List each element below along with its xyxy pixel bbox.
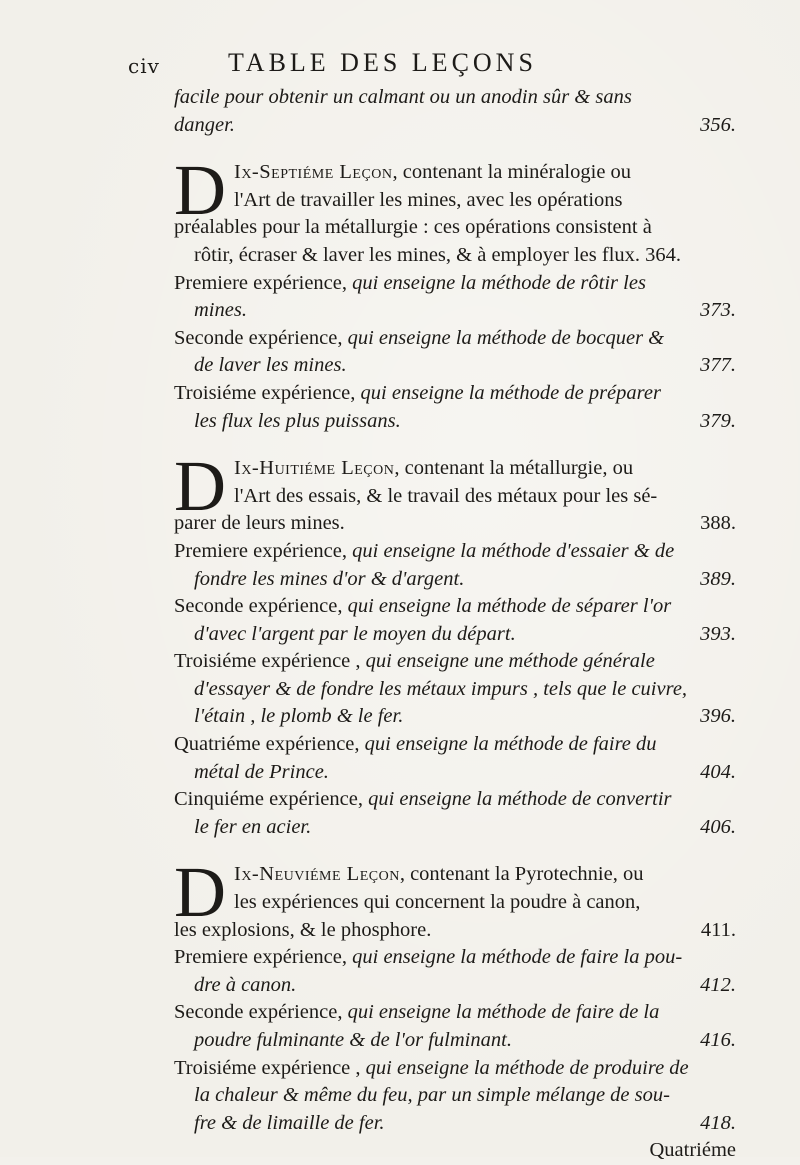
entry-line <box>174 814 756 842</box>
experience-description: les flux les plus puissans. <box>194 409 401 432</box>
catchword-line <box>174 1137 756 1165</box>
entry-line <box>234 861 756 889</box>
lesson-title: Ix-Neuviéme Leçon <box>234 863 400 886</box>
catchword: Quatriéme <box>649 1139 736 1162</box>
experience-entry <box>174 270 756 298</box>
page-number: 396. <box>700 705 736 728</box>
experience-description: poudre fulminante & de l'or fulminant. <box>194 1029 512 1051</box>
folio-number: civ <box>128 54 160 78</box>
spacer <box>174 139 756 159</box>
experience-description: qui enseigne la méthode de faire de la <box>347 1001 660 1024</box>
experience-label: Troisiéme expérience , <box>174 650 366 673</box>
experience-description: qui enseigne la méthode de produire de <box>365 1056 689 1079</box>
entry-line: rôtir, écraser & laver les mines, & à employer les flux. 364. <box>194 243 682 266</box>
lesson-title: Ix-Huitiéme Leçon <box>234 457 395 480</box>
entry-line <box>174 566 756 594</box>
lesson-19 <box>174 852 756 1137</box>
entry-line <box>174 1027 756 1055</box>
experience-label: Premiere expérience, <box>174 946 353 969</box>
experience-description: de laver les mines. <box>194 354 347 377</box>
page-number: 406. <box>700 815 736 838</box>
experience-entry <box>174 648 756 676</box>
experience-label: Premiere expérience, <box>174 271 353 294</box>
experience-description: qui enseigne une méthode générale <box>365 650 655 673</box>
experience-description: qui enseigne la méthode de faire la pou- <box>352 946 683 969</box>
experience-description: d'avec l'argent par le moyen du départ. <box>194 622 516 645</box>
page-number: 416. <box>700 1029 736 1051</box>
experience-description: qui enseigne la méthode d'essaier & de <box>352 539 675 562</box>
page-number: 388. <box>700 512 736 535</box>
experience-label: Premiere expérience, <box>174 539 353 562</box>
page-number: 379. <box>700 409 736 432</box>
experience-label: Seconde expérience, <box>174 1001 348 1024</box>
entry-line <box>174 759 756 787</box>
experience-description: qui enseigne la méthode de séparer l'or <box>347 595 672 618</box>
entry-line <box>234 455 756 483</box>
experience-label: Seconde expérience, <box>174 326 348 349</box>
experience-description: métal de Prince. <box>194 760 329 783</box>
lesson-title: Ix-Septiéme Leçon <box>234 161 393 184</box>
entry-line <box>174 408 756 436</box>
table-of-lessons <box>174 84 756 1165</box>
experience-description: qui enseigne la méthode de rôtir les <box>352 271 646 294</box>
entry-line <box>174 972 756 1000</box>
entry-text: les explosions, & le phosphore. <box>174 918 432 941</box>
entry-text: danger. <box>174 113 235 136</box>
experience-description: fre & de limaille de fer. <box>194 1111 385 1134</box>
lesson-18 <box>174 446 756 841</box>
entry-line: facile pour obtenir un calmant ou un anodin sûr & sans <box>174 86 632 108</box>
page-number: 412. <box>700 973 736 996</box>
entry-line: l'Art de travailler les mines, avec les opérations <box>234 188 623 211</box>
lesson-description: , contenant la minéralogie ou <box>392 161 632 184</box>
experience-description: qui enseigne la méthode de convertir <box>368 788 672 811</box>
entry-line <box>174 703 756 731</box>
experience-description: qui enseigne la méthode de bocquer & <box>347 326 665 349</box>
page-number: 404. <box>700 760 736 783</box>
drop-capital: D <box>174 150 226 231</box>
entry-line: la chaleur & même du feu, par un simple mélange de sou- <box>194 1084 670 1107</box>
entry-line: les expériences qui concernent la poudre à canon, <box>234 891 641 914</box>
experience-entry <box>174 325 756 353</box>
spacer <box>174 435 756 455</box>
page-number: 393. <box>700 622 736 645</box>
experience-label: Quatriéme expérience, <box>174 733 365 756</box>
experience-label: Troisiéme expérience , <box>174 1056 366 1079</box>
experience-description: mines. <box>194 299 247 322</box>
drop-capital: D <box>174 446 226 527</box>
page-number: 411. <box>700 918 736 941</box>
experience-entry <box>174 380 756 408</box>
entry-line <box>174 112 756 140</box>
entry-text: parer de leurs mines. <box>174 512 345 535</box>
running-title: TABLE DES LEÇONS <box>228 48 537 77</box>
entry-line <box>234 159 756 187</box>
experience-description: qui enseigne la méthode de faire du <box>364 733 657 756</box>
experience-entry <box>174 538 756 566</box>
experience-entry <box>174 731 756 759</box>
page-header <box>128 44 728 84</box>
experience-description: le fer en acier. <box>194 815 312 838</box>
experience-entry <box>174 999 756 1027</box>
entry-line <box>174 917 756 945</box>
page-number: 373. <box>700 299 736 322</box>
spacer <box>174 841 756 861</box>
entry-line <box>174 621 756 649</box>
page-number: 389. <box>700 567 736 590</box>
experience-entry <box>174 1055 756 1083</box>
entry-line <box>174 352 756 380</box>
lesson-17 <box>174 150 756 435</box>
page-number: 377. <box>700 354 736 377</box>
drop-capital: D <box>174 852 226 933</box>
entry-line <box>174 297 756 325</box>
page-number: 356. <box>700 113 736 136</box>
experience-entry <box>174 593 756 621</box>
experience-entry <box>174 786 756 814</box>
intro-entry <box>174 84 756 139</box>
experience-description: qui enseigne la méthode de préparer <box>360 381 661 404</box>
experience-label: Seconde expérience, <box>174 595 348 618</box>
entry-line: l'Art des essais, & le travail des métaux pour les sé- <box>234 484 658 507</box>
page-number: 418. <box>700 1111 736 1134</box>
experience-label: Troisiéme expérience, <box>174 381 361 404</box>
entry-line <box>174 1110 756 1138</box>
lesson-description: , contenant la Pyrotechnie, ou <box>399 863 644 886</box>
entry-line: préalables pour la métallurgie : ces opérations consistent à <box>174 216 652 239</box>
entry-line <box>174 510 756 538</box>
experience-label: Cinquiéme expérience, <box>174 788 369 811</box>
lesson-description: , contenant la métallurgie, ou <box>394 457 634 480</box>
experience-description: l'étain , le plomb & le fer. <box>194 705 404 728</box>
entry-line: d'essayer & de fondre les métaux impurs , tels que le cuivre, <box>194 677 688 700</box>
experience-description: dre à canon. <box>194 973 297 996</box>
experience-description: fondre les mines d'or & d'argent. <box>194 567 465 590</box>
experience-entry <box>174 944 756 972</box>
